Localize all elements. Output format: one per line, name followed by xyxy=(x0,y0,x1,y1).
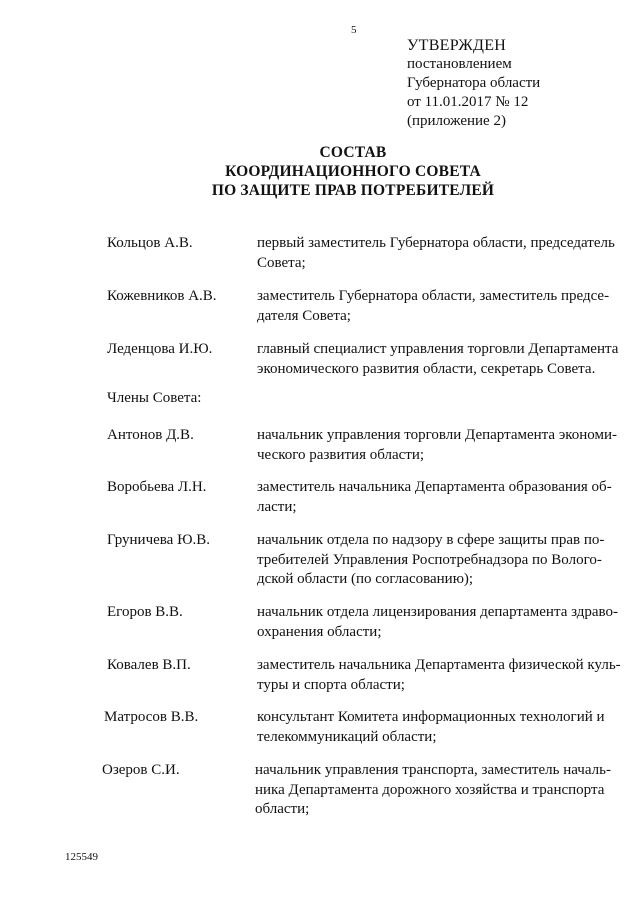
approval-line: Губернатора области xyxy=(407,75,541,91)
member-role: главный специалист управления торговли Департамента экономического развития области, секретарь Совета. xyxy=(257,341,619,377)
member-name: Кожевников А.В. xyxy=(107,288,217,304)
member-role: первый заместитель Губернатора области, председатель Совета; xyxy=(257,235,615,271)
member-name: Озеров С.И. xyxy=(102,762,180,778)
members-section-label: Члены Совета: xyxy=(107,390,202,406)
member-name: Антонов Д.В. xyxy=(107,427,194,443)
member-role: консультант Комитета информационных технологий и телекоммуникаций области; xyxy=(257,709,605,745)
document-heading xyxy=(0,143,640,200)
member-role: начальник отдела лицензирования департамента здраво- охранения области; xyxy=(257,604,619,640)
member-role: заместитель начальника Департамента физической куль- туры и спорта области; xyxy=(257,657,621,693)
member-name: Матросов В.В. xyxy=(104,709,199,725)
approval-line: (приложение 2) xyxy=(407,113,506,129)
approval-line: постановлением xyxy=(407,56,512,72)
member-name: Груничева Ю.В. xyxy=(107,532,211,548)
member-role: начальник управления торговли Департамента экономи- ческого развития области; xyxy=(257,427,618,463)
member-name: Леденцова И.Ю. xyxy=(107,341,213,357)
approval-line: от 11.01.2017 № 12 xyxy=(407,94,529,110)
member-name: Воробьева Л.Н. xyxy=(107,479,207,495)
member-role: начальник управления транспорта, заместитель началь- ника Департамента дорожного хозяйства и транспорта области; xyxy=(255,762,611,817)
member-name: Кольцов А.В. xyxy=(107,235,193,251)
member-name: Ковалев В.П. xyxy=(107,657,191,673)
member-role: заместитель начальника Департамента образования об- ласти; xyxy=(257,479,612,515)
heading-line: ПО ЗАЩИТЕ ПРАВ ПОТРЕБИТЕЛЕЙ xyxy=(211,182,495,199)
approval-stamp xyxy=(407,36,540,131)
page-number: 5 xyxy=(351,24,357,36)
member-name: Егоров В.В. xyxy=(107,604,183,620)
member-role: начальник отдела по надзору в сфере защиты прав по- требителей Управления Роспотребнадзора по Волого- дской области (по согласованию); xyxy=(257,532,605,587)
approval-title: УТВЕРЖДЕН xyxy=(407,37,507,54)
member-role: заместитель Губернатора области, заместитель предсе- дателя Совета; xyxy=(257,288,610,324)
document-code: 125549 xyxy=(65,851,98,863)
heading-line: КООРДИНАЦИОННОГО СОВЕТА xyxy=(225,163,481,180)
heading-line: СОСТАВ xyxy=(319,144,387,161)
